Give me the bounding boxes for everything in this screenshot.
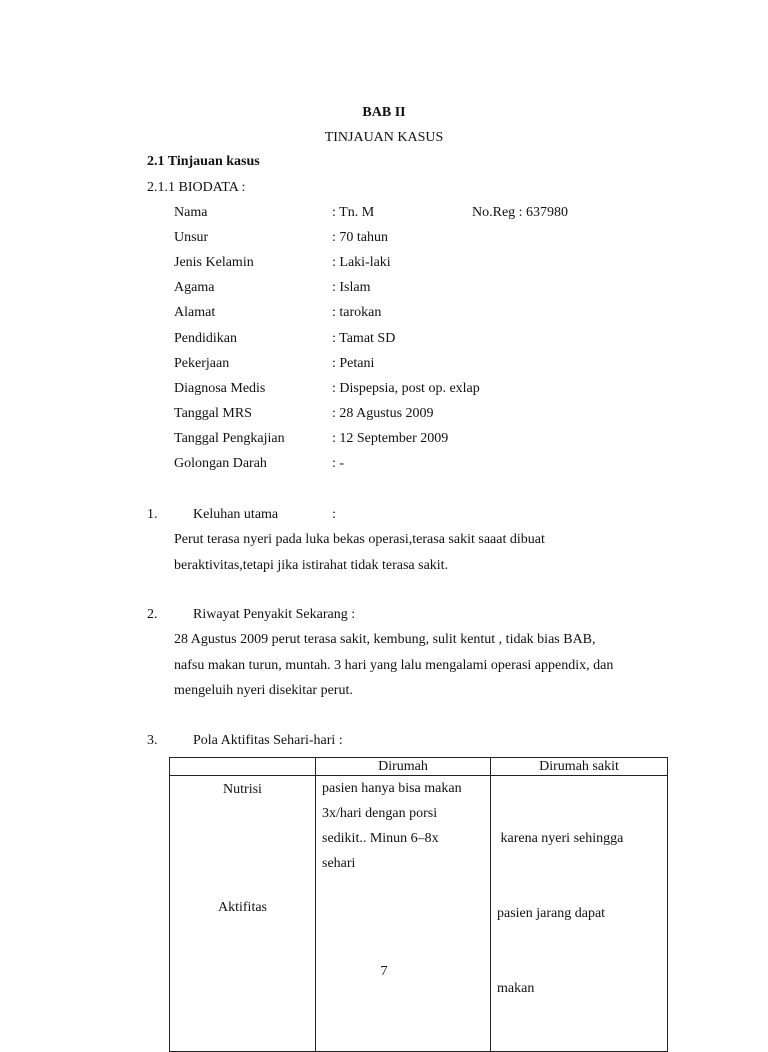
biodata-value: : 12 September 2009 [332, 431, 449, 446]
cell-line: pasien jarang dapat [497, 906, 606, 921]
paragraph-line: beraktivitas,tetapi jika istirahat tidak terasa sakit. [174, 558, 449, 573]
cell-line: 3x/hari dengan porsi [322, 806, 438, 821]
biodata-label: Tanggal Pengkajian [174, 431, 285, 446]
item-colon: : [332, 507, 336, 522]
biodata-label: Agama [174, 280, 215, 295]
chapter-title: TINJAUAN KASUS [324, 130, 444, 145]
table-header-cell: Dirumah sakit [491, 758, 668, 776]
page-number: 7 [380, 964, 388, 979]
table-header-cell: Dirumah [316, 758, 491, 776]
subsection-heading: 2.1.1 BIODATA : [147, 180, 246, 195]
biodata-value: : 70 tahun [332, 230, 388, 245]
cell-line: sehari [322, 856, 356, 871]
biodata-label: Jenis Kelamin [174, 255, 254, 270]
biodata-label: Unsur [174, 230, 209, 245]
row-label-nutrisi: Nutrisi [223, 782, 262, 797]
cell-line: karena nyeri sehingga [497, 831, 624, 846]
item-number: 1. [147, 507, 158, 522]
item-number: 2. [147, 607, 158, 622]
item-title: Keluhan utama [193, 507, 279, 522]
biodata-label: Alamat [174, 305, 216, 320]
registration-number: No.Reg : 637980 [472, 205, 569, 220]
biodata-value: : 28 Agustus 2009 [332, 406, 434, 421]
table-header-row [170, 758, 668, 776]
biodata-value: : - [332, 456, 345, 471]
biodata-value: : Tamat SD [332, 331, 396, 346]
paragraph-line: mengeluih nyeri disekitar perut. [174, 683, 353, 698]
biodata-label: Diagnosa Medis [174, 381, 266, 396]
item-title: Pola Aktifitas Sehari-hari : [193, 733, 343, 748]
item-title: Riwayat Penyakit Sekarang : [193, 607, 356, 622]
biodata-label: Tanggal MRS [174, 406, 252, 421]
paragraph-line: 28 Agustus 2009 perut terasa sakit, kembung, sulit kentut , tidak bias BAB, [174, 632, 596, 647]
biodata-label: Pendidikan [174, 331, 237, 346]
paragraph-line: nafsu makan turun, muntah. 3 hari yang lalu mengalami operasi appendix, dan [174, 658, 614, 673]
table-header-cell [170, 758, 316, 776]
table-cell-dirumah [316, 776, 491, 1052]
row-label-aktifitas: Aktifitas [218, 900, 267, 915]
biodata-value: : Petani [332, 356, 375, 371]
pola-aktifitas-table [169, 757, 668, 1052]
table-cell-dirumah-sakit [491, 776, 668, 1052]
item-number: 3. [147, 733, 158, 748]
biodata-label: Nama [174, 205, 208, 220]
biodata-value: : Laki-laki [332, 255, 391, 270]
biodata-value: : Dispepsia, post op. exlap [332, 381, 480, 396]
biodata-label: Golongan Darah [174, 456, 267, 471]
cell-line: makan [497, 981, 535, 996]
paragraph-line: Perut terasa nyeri pada luka bekas operasi,terasa sakit saaat dibuat [174, 532, 545, 547]
cell-line: sedikit.. Minun 6–8x [322, 831, 439, 846]
table-row-label-cell [170, 776, 316, 1052]
table-row [170, 776, 668, 1052]
biodata-label: Pekerjaan [174, 356, 230, 371]
section-heading: 2.1 Tinjauan kasus [147, 154, 260, 169]
chapter-heading: BAB II [362, 105, 406, 120]
cell-line: pasien hanya bisa makan [322, 781, 462, 796]
biodata-value: : Tn. M [332, 205, 375, 220]
biodata-value: : Islam [332, 280, 371, 295]
biodata-value: : tarokan [332, 305, 382, 320]
